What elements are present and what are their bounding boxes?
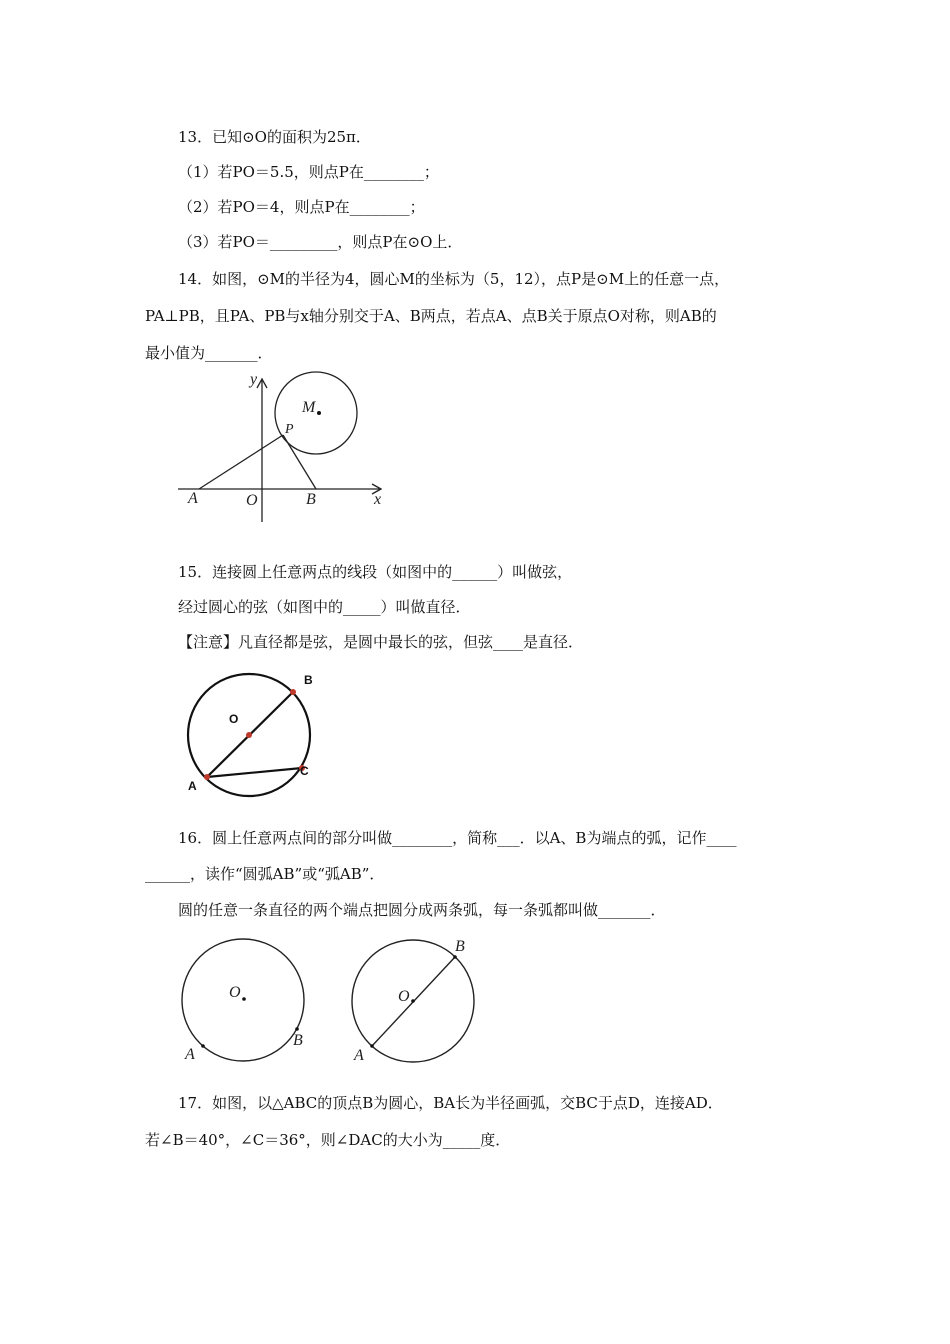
q13-part1: （1）若PO＝5.5，则点P在________； xyxy=(178,163,439,181)
q15-line1: 15．连接圆上任意两点的线段（如图中的______）叫做弦， xyxy=(178,563,573,581)
q14-label-B: B xyxy=(306,491,316,508)
q15-note: 【注意】凡直径都是弦，是圆中最长的弦，但弦____是直径． xyxy=(178,633,584,651)
q16-right-label-O: O xyxy=(398,988,410,1005)
q16-line2: ______，读作“圆弧AB”或“弧AB”． xyxy=(145,865,385,883)
q16-line1: 16．圆上任意两点间的部分叫做________，简称___．以A、B为端点的弧，记作____ xyxy=(178,829,737,847)
q14-line1: 14．如图，⊙M的半径为4，圆心M的坐标为（5，12），点P是⊙M上的任意一点， xyxy=(178,270,730,288)
q13-stem: 13．已知⊙O的面积为25π． xyxy=(178,128,371,146)
q15-label-C: C xyxy=(300,764,309,778)
q14-line3: 最小值为_______． xyxy=(145,344,273,362)
q16-left-label-O: O xyxy=(229,984,241,1001)
q16-left-label-B: B xyxy=(293,1032,303,1049)
q14-line2: PA⊥PB，且PA、PB与x轴分别交于A、B两点，若点A、点B关于原点O对称，则AB的 xyxy=(145,307,717,325)
q17-line1: 17．如图，以△ABC的顶点B为圆心，BA长为半径画弧，交BC于点D，连接AD． xyxy=(178,1094,723,1112)
q15-line2: 经过圆心的弦（如图中的_____）叫做直径． xyxy=(178,598,471,616)
q14-label-A: A xyxy=(188,490,198,507)
q13-part2: （2）若PO＝4，则点P在________； xyxy=(178,198,425,216)
q16-right-label-A: A xyxy=(354,1047,364,1064)
q13-part3: （3）若PO＝_________，则点P在⊙O上． xyxy=(178,233,463,251)
q14-label-M: M xyxy=(302,399,316,416)
q16-right-label-B: B xyxy=(455,938,465,955)
q16-left-label-A: A xyxy=(185,1046,195,1063)
q15-label-A: A xyxy=(188,779,197,793)
q14-label-x: x xyxy=(374,491,382,508)
q15-label-O: O xyxy=(229,712,239,726)
q15-label-B: B xyxy=(304,673,313,687)
q16-line3: 圆的任意一条直径的两个端点把圆分成两条弧，每一条弧都叫做_______． xyxy=(178,901,666,919)
q14-label-O: O xyxy=(246,492,258,509)
q14-label-y: y xyxy=(250,371,258,388)
q17-line2: 若∠B＝40°，∠C＝36°，则∠DAC的大小为_____度． xyxy=(145,1131,511,1149)
q14-label-P: P xyxy=(285,422,294,437)
